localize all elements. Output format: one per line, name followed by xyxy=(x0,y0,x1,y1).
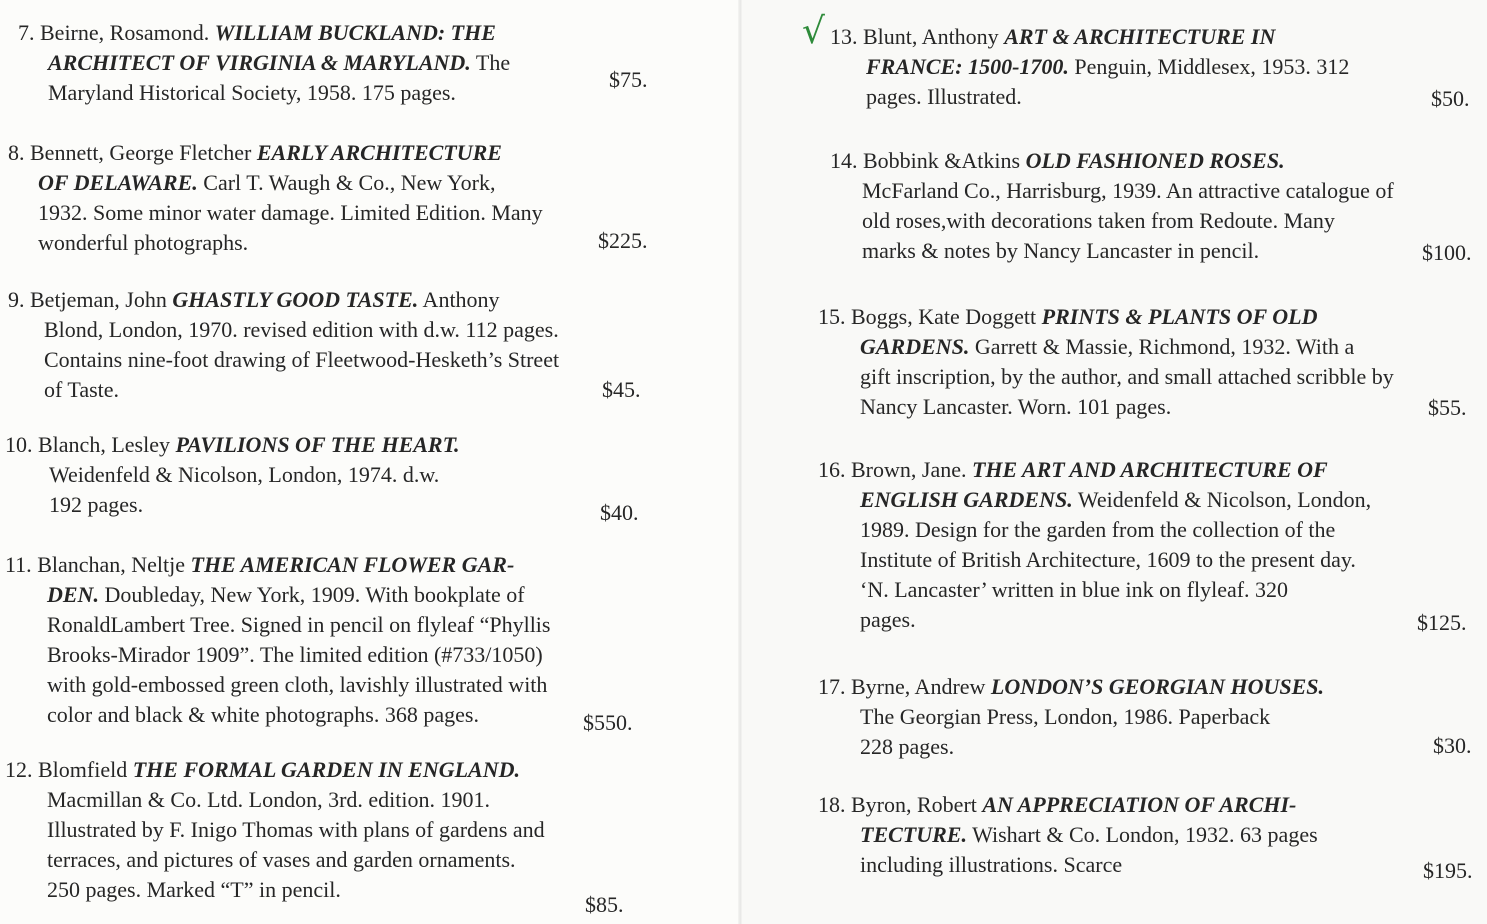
entry-number: 13. xyxy=(830,24,858,49)
entry-text: Nancy Lancaster. Worn. 101 pages. xyxy=(860,394,1172,419)
entry-line xyxy=(818,605,1371,635)
entry-line xyxy=(5,785,545,815)
entry-text: Contains nine-foot drawing of Fleetwood-Hesketh’s Street xyxy=(44,347,560,372)
price: $50. xyxy=(1431,86,1470,111)
catalog-entry xyxy=(18,18,510,108)
entry-text: Blunt, Anthony xyxy=(863,24,1005,49)
entry-line xyxy=(5,670,550,700)
entry-line xyxy=(818,362,1394,392)
entry-number: 9. xyxy=(8,287,25,312)
entry-number: 10. xyxy=(5,432,33,457)
catalog-entry xyxy=(8,138,543,258)
entry-text: 250 pages. Marked “T” in pencil. xyxy=(47,877,341,902)
entry-text: Boggs, Kate Doggett xyxy=(851,304,1042,329)
entry-line xyxy=(818,515,1371,545)
entry-line xyxy=(5,490,460,520)
price: $100. xyxy=(1422,240,1472,265)
entry-line xyxy=(8,345,559,375)
book-title: TECTURE. xyxy=(860,822,967,847)
entry-line xyxy=(830,146,1394,176)
entry-text: terraces, and pictures of vases and garden ornaments. xyxy=(47,847,516,872)
entry-text: pages. xyxy=(860,607,916,632)
entry-line xyxy=(818,332,1394,362)
book-title: ARCHITECT OF VIRGINIA & MARYLAND. xyxy=(48,50,471,75)
book-title: ART & ARCHITECTURE IN xyxy=(1004,24,1276,49)
entry-text: Penguin, Middlesex, 1953. 312 xyxy=(1068,54,1350,79)
book-title: GHASTLY GOOD TASTE. xyxy=(172,287,419,312)
catalog-entry xyxy=(8,285,559,405)
catalog-entry xyxy=(818,790,1318,880)
entry-text: McFarland Co., Harrisburg, 1939. An attractive catalogue of xyxy=(862,178,1394,203)
book-title: THE AMERICAN FLOWER GAR- xyxy=(190,552,515,577)
entry-line xyxy=(18,78,510,108)
entry-text: Anthony xyxy=(418,287,500,312)
entry-text: Carl T. Waugh & Co., New York, xyxy=(197,170,496,195)
entry-line xyxy=(5,430,460,460)
entry-line xyxy=(818,455,1371,485)
entry-number: 11. xyxy=(5,552,32,577)
entry-line xyxy=(818,702,1324,732)
book-title: THE FORMAL GARDEN IN ENGLAND. xyxy=(132,757,521,782)
price: $550. xyxy=(583,710,633,735)
price: $225. xyxy=(598,228,648,253)
catalog-entry xyxy=(5,550,550,730)
entry-line xyxy=(818,302,1394,332)
entry-line xyxy=(818,820,1318,850)
price: $55. xyxy=(1428,395,1467,420)
entry-line xyxy=(830,82,1349,112)
entry-line xyxy=(818,392,1394,422)
entry-line xyxy=(830,236,1394,266)
entry-line xyxy=(8,375,559,405)
entry-line xyxy=(5,550,550,580)
catalog-entry xyxy=(818,672,1324,762)
book-title: OLD FASHIONED ROSES. xyxy=(1025,148,1285,173)
entry-text: Blomfield xyxy=(38,757,133,782)
book-title: DEN. xyxy=(47,582,99,607)
entry-line xyxy=(5,755,545,785)
entry-line xyxy=(8,198,543,228)
entry-line xyxy=(8,228,543,258)
price: $30. xyxy=(1433,733,1472,758)
entry-number: 7. xyxy=(18,20,35,45)
entry-text: gift inscription, by the author, and small attached scribble by xyxy=(860,364,1394,389)
catalog-entry xyxy=(818,455,1371,635)
entry-line xyxy=(5,610,550,640)
entry-text: Brown, Jane. xyxy=(851,457,972,482)
catalog-entry xyxy=(5,755,545,905)
catalog-entry xyxy=(5,430,460,520)
entry-text: with gold-embossed green cloth, lavishly illustrated with xyxy=(47,672,548,697)
entry-line xyxy=(5,875,545,905)
entry-text: Byrne, Andrew xyxy=(851,674,991,699)
catalog-entry xyxy=(830,22,1349,112)
entry-text: Byron, Robert xyxy=(851,792,983,817)
entry-line xyxy=(18,48,510,78)
entry-text: Illustrated by F. Inigo Thomas with plans of gardens and xyxy=(47,817,545,842)
entry-line xyxy=(8,285,559,315)
entry-text: Bennett, George Fletcher xyxy=(30,140,257,165)
entry-line xyxy=(818,575,1371,605)
book-title: THE ART AND ARCHITECTURE OF xyxy=(971,457,1328,482)
entry-text: Betjeman, John xyxy=(30,287,173,312)
entry-text: including illustrations. Scarce xyxy=(860,852,1123,877)
entry-text: Macmillan & Co. Ltd. London, 3rd. edition. 1901. xyxy=(47,787,491,812)
entry-line xyxy=(5,845,545,875)
entry-text: Bobbink &Atkins xyxy=(863,148,1026,173)
entry-text: 228 pages. xyxy=(860,734,955,759)
entry-line xyxy=(830,176,1394,206)
entry-line xyxy=(830,52,1349,82)
book-title: ENGLISH GARDENS. xyxy=(860,487,1073,512)
entry-number: 14. xyxy=(830,148,858,173)
entry-text: color and black & white photographs. 368 pages. xyxy=(47,702,479,727)
entry-text: Beirne, Rosamond. xyxy=(40,20,215,45)
entry-number: 16. xyxy=(818,457,846,482)
entry-line xyxy=(18,18,510,48)
entry-number: 8. xyxy=(8,140,25,165)
catalog-entry xyxy=(830,146,1394,266)
entry-text: 192 pages. xyxy=(49,492,144,517)
entry-text: Institute of British Architecture, 1609 to the present day. xyxy=(860,547,1356,572)
entry-text: RonaldLambert Tree. Signed in pencil on flyleaf “Phyllis xyxy=(47,612,551,637)
entry-text: Blanch, Lesley xyxy=(38,432,176,457)
entry-number: 15. xyxy=(818,304,846,329)
entry-line xyxy=(818,485,1371,515)
entry-text: Blanchan, Neltje xyxy=(37,552,191,577)
entry-line xyxy=(818,732,1324,762)
entry-text: old roses,with decorations taken from Redoute. Many xyxy=(862,208,1335,233)
entry-text: 1989. Design for the garden from the collection of the xyxy=(860,517,1336,542)
entry-text: The xyxy=(470,50,511,75)
entry-number: 12. xyxy=(5,757,33,782)
book-title: OF DELAWARE. xyxy=(38,170,198,195)
entry-text: of Taste. xyxy=(44,377,120,402)
entry-text: Maryland Historical Society, 1958. 175 pages. xyxy=(48,80,456,105)
checkmark-icon: √ xyxy=(802,11,825,52)
entry-text: The Georgian Press, London, 1986. Paperback xyxy=(860,704,1271,729)
book-title: WILLIAM BUCKLAND: THE xyxy=(214,20,496,45)
entry-line xyxy=(5,815,545,845)
entry-text: pages. Illustrated. xyxy=(866,84,1022,109)
page-gutter xyxy=(738,0,742,924)
book-title: PAVILIONS OF THE HEART. xyxy=(175,432,460,457)
entry-text: Doubleday, New York, 1909. With bookplate of xyxy=(98,582,525,607)
entry-line xyxy=(8,168,543,198)
price: $75. xyxy=(609,67,648,92)
price: $40. xyxy=(600,500,639,525)
entry-line xyxy=(5,460,460,490)
entry-text: Blond, London, 1970. revised edition with d.w. 112 pages. xyxy=(44,317,559,342)
entry-text: ‘N. Lancaster’ written in blue ink on flyleaf. 320 xyxy=(860,577,1289,602)
entry-line xyxy=(830,22,1349,52)
entry-line xyxy=(818,790,1318,820)
price: $195. xyxy=(1423,858,1473,883)
price: $125. xyxy=(1417,610,1467,635)
entry-line xyxy=(5,580,550,610)
catalog-entry xyxy=(818,302,1394,422)
price: $85. xyxy=(585,892,624,917)
entry-text: wonderful photographs. xyxy=(38,230,249,255)
entry-line xyxy=(5,700,550,730)
entry-line xyxy=(8,315,559,345)
entry-text: Weidenfeld & Nicolson, London, 1974. d.w. xyxy=(49,462,440,487)
book-title: AN APPRECIATION OF ARCHI- xyxy=(982,792,1297,817)
entry-text: 1932. Some minor water damage. Limited Edition. Many xyxy=(38,200,543,225)
book-title: PRINTS & PLANTS OF OLD xyxy=(1041,304,1318,329)
book-title: LONDON’S GEORGIAN HOUSES. xyxy=(990,674,1325,699)
price: $45. xyxy=(602,377,641,402)
entry-line xyxy=(818,850,1318,880)
book-title: GARDENS. xyxy=(860,334,970,359)
entry-line xyxy=(818,672,1324,702)
entry-text: Garrett & Massie, Richmond, 1932. With a xyxy=(969,334,1355,359)
entry-line xyxy=(8,138,543,168)
entry-line xyxy=(818,545,1371,575)
book-title: EARLY ARCHITECTURE xyxy=(256,140,502,165)
entry-line xyxy=(830,206,1394,236)
entry-number: 18. xyxy=(818,792,846,817)
entry-line xyxy=(5,640,550,670)
entry-number: 17. xyxy=(818,674,846,699)
entry-text: marks & notes by Nancy Lancaster in pencil. xyxy=(862,238,1260,263)
entry-text: Brooks-Mirador 1909”. The limited edition (#733/1050) xyxy=(47,642,543,667)
entry-text: Wishart & Co. London, 1932. 63 pages xyxy=(966,822,1318,847)
entry-text: Weidenfeld & Nicolson, London, xyxy=(1072,487,1372,512)
book-title: FRANCE: 1500-1700. xyxy=(866,54,1069,79)
